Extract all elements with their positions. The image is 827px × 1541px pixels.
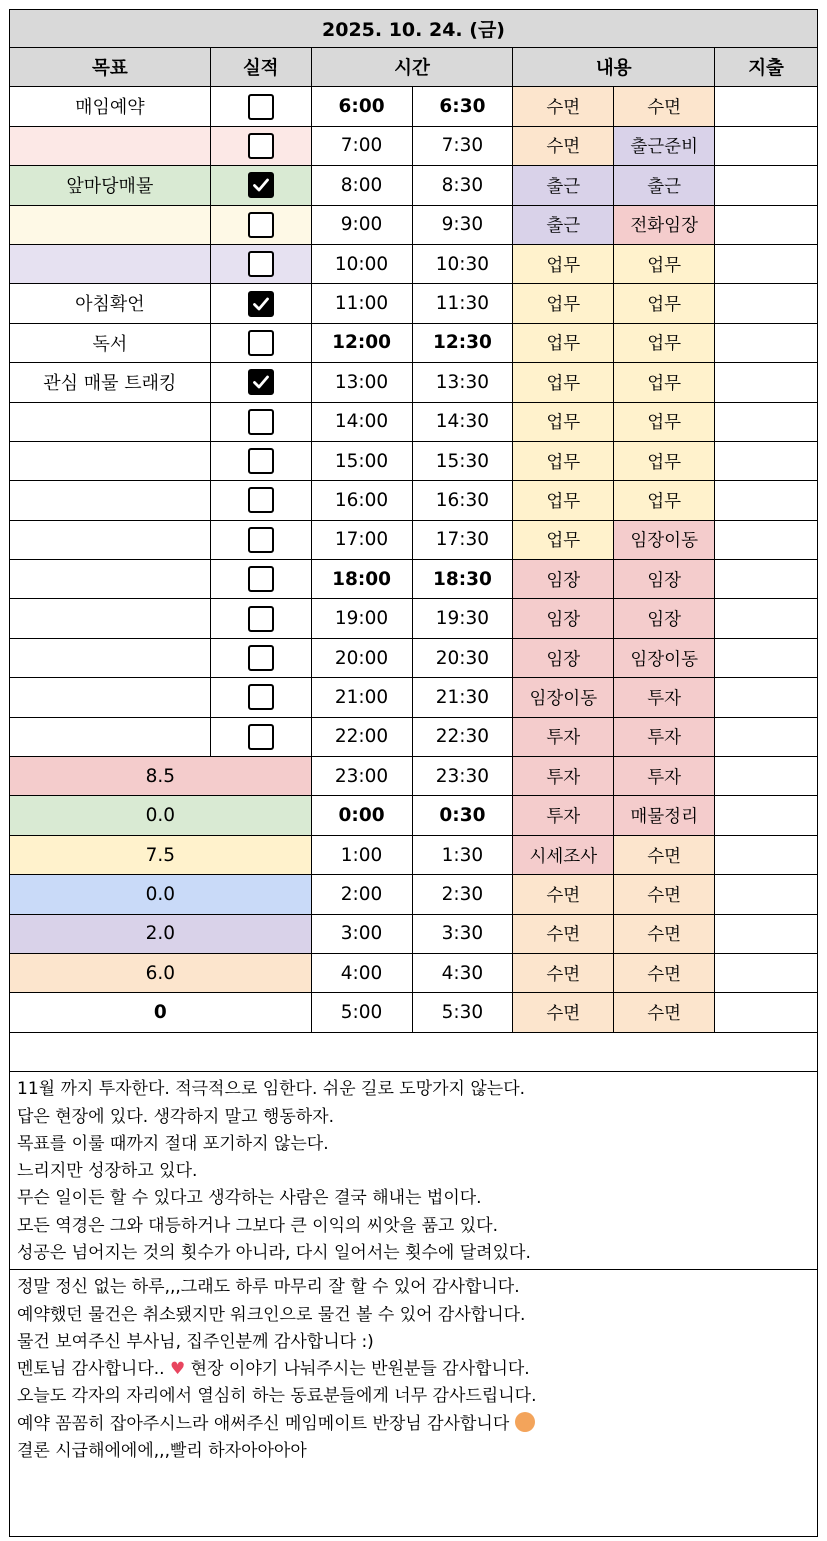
- schedule-row: [10, 560, 817, 599]
- goal-cell[interactable]: [10, 442, 211, 480]
- checkbox[interactable]: [248, 566, 274, 592]
- activity-cell[interactable]: 업무: [614, 245, 715, 283]
- header-spend: 지출: [748, 58, 784, 80]
- motto-line: 느리지만 성장하고 있다.: [17, 1161, 198, 1182]
- schedule-row: [10, 521, 817, 560]
- end-time: 17:30: [413, 521, 514, 559]
- schedule-row: [10, 245, 817, 284]
- end-time: 8:30: [413, 166, 514, 204]
- activity-cell[interactable]: 출근: [614, 166, 715, 204]
- checkbox[interactable]: [248, 487, 274, 513]
- spend-cell[interactable]: [715, 521, 817, 559]
- result-cell: [211, 639, 312, 677]
- goal-cell[interactable]: [10, 639, 211, 677]
- schedule-row: [10, 403, 817, 442]
- activity-cell[interactable]: 수면: [614, 954, 715, 992]
- schedule-row: [10, 639, 817, 678]
- spend-cell[interactable]: [715, 363, 817, 401]
- result-cell: [211, 599, 312, 637]
- start-time: 23:00: [312, 757, 413, 795]
- motto-line: 목표를 이룰 때까지 절대 포기하지 않는다.: [17, 1133, 329, 1154]
- activity-cell[interactable]: 임장이동: [614, 639, 715, 677]
- activity-cell[interactable]: 수면: [513, 87, 614, 125]
- header-content: 내용: [513, 48, 715, 86]
- gratitude-line: [17, 1274, 810, 1301]
- end-time: 11:30: [413, 284, 514, 322]
- activity-cell[interactable]: 수면: [614, 836, 715, 874]
- start-time: 5:00: [312, 993, 413, 1031]
- result-cell: [211, 324, 312, 362]
- checkmark-icon: [251, 294, 271, 314]
- spend-cell[interactable]: [715, 915, 817, 953]
- start-time: 6:00: [312, 87, 413, 125]
- activity-cell[interactable]: 임장: [513, 599, 614, 637]
- end-time: 2:30: [413, 875, 514, 913]
- end-time: 7:30: [413, 127, 514, 165]
- goal-cell[interactable]: [10, 324, 211, 362]
- gratitude-line: [17, 1438, 810, 1465]
- date-title-row: [9, 9, 818, 48]
- gratitude-line: [17, 1383, 810, 1410]
- start-time: 2:00: [312, 875, 413, 913]
- activity-cell[interactable]: 투자: [513, 718, 614, 756]
- gratitude-text: 예약했던 물건은 취소됐지만 워크인으로 물건 볼 수 있어 감사합니다.: [17, 1304, 526, 1325]
- activity-cell[interactable]: 수면: [614, 993, 715, 1031]
- schedule-row: [10, 678, 817, 717]
- goal-cell[interactable]: [10, 206, 211, 244]
- result-cell: [211, 403, 312, 441]
- end-time: 16:30: [413, 481, 514, 519]
- gratitude-text: 물건 보여주신 부사님, 집주인분께 감사합니다 :): [17, 1331, 374, 1352]
- schedule-row: [10, 206, 817, 245]
- summary-row: [10, 954, 817, 993]
- gratitude-memo[interactable]: [9, 1270, 818, 1537]
- gratitude-text: 결론 시급해에에에,,,빨리 하자아아아아: [17, 1441, 307, 1462]
- schedule-row: [10, 442, 817, 481]
- checkbox[interactable]: [248, 527, 274, 553]
- schedule-row: [10, 324, 817, 363]
- start-time: 8:00: [312, 166, 413, 204]
- start-time: 12:00: [312, 324, 413, 362]
- gratitude-line: [17, 1356, 810, 1383]
- activity-cell[interactable]: 수면: [614, 915, 715, 953]
- result-cell: [211, 560, 312, 598]
- schedule-row: [10, 87, 817, 126]
- end-time: 13:30: [413, 363, 514, 401]
- checkmark-icon: [251, 175, 271, 195]
- summary-row: [10, 915, 817, 954]
- end-time: 3:30: [413, 915, 514, 953]
- spend-cell[interactable]: [715, 836, 817, 874]
- activity-cell[interactable]: 투자: [614, 718, 715, 756]
- activity-cell[interactable]: 임장: [513, 560, 614, 598]
- result-cell: [211, 127, 312, 165]
- spend-cell[interactable]: [715, 127, 817, 165]
- activity-cell[interactable]: 업무: [513, 324, 614, 362]
- spend-cell[interactable]: [715, 442, 817, 480]
- schedule-row: [10, 166, 817, 205]
- category-total: 8.5: [10, 757, 312, 795]
- spend-cell[interactable]: [715, 757, 817, 795]
- activity-cell[interactable]: 업무: [614, 324, 715, 362]
- activity-cell[interactable]: 출근: [513, 166, 614, 204]
- spend-cell[interactable]: [715, 324, 817, 362]
- motto-line: 답은 현장에 있다. 생각하지 말고 행동하자.: [17, 1106, 335, 1127]
- result-cell: [211, 442, 312, 480]
- gratitude-text: 현장 이야기 나눠주시는 반원분들 감사합니다.: [190, 1359, 530, 1380]
- end-time: 1:30: [413, 836, 514, 874]
- activity-cell[interactable]: 출근준비: [614, 127, 715, 165]
- schedule-row: [10, 718, 817, 757]
- schedule-row: [10, 363, 817, 402]
- goal-text: 독서: [92, 333, 128, 355]
- header-goal: 목표: [10, 48, 211, 86]
- activity-cell[interactable]: 전화임장: [614, 206, 715, 244]
- checkbox[interactable]: [248, 409, 274, 435]
- result-cell: [211, 481, 312, 519]
- activity-cell[interactable]: 수면: [513, 875, 614, 913]
- gratitude-text: 예약 꼼꼼히 잡아주시느라 애써주신 메임메이트 반장님 감사합니다: [17, 1413, 510, 1434]
- activity-cell[interactable]: 매물정리: [614, 796, 715, 834]
- goal-cell[interactable]: [10, 284, 211, 322]
- end-time: 22:30: [413, 718, 514, 756]
- end-time: 18:30: [413, 560, 514, 598]
- goal-text: 매임예약: [75, 97, 145, 119]
- activity-cell[interactable]: 투자: [513, 796, 614, 834]
- goal-cell[interactable]: [10, 560, 211, 598]
- spend-cell[interactable]: [715, 678, 817, 716]
- summary-row: [10, 993, 817, 1032]
- activity-cell[interactable]: 업무: [614, 442, 715, 480]
- category-total: 7.5: [10, 836, 312, 874]
- result-cell: [211, 521, 312, 559]
- gratitude-line: [17, 1411, 810, 1438]
- blank-row[interactable]: [9, 1033, 818, 1073]
- checkbox[interactable]: [248, 645, 274, 671]
- end-time: 12:30: [413, 324, 514, 362]
- goal-cell[interactable]: [10, 521, 211, 559]
- goal-cell[interactable]: [10, 599, 211, 637]
- activity-cell[interactable]: 업무: [513, 481, 614, 519]
- end-time: 21:30: [413, 678, 514, 716]
- result-cell: [211, 678, 312, 716]
- checkbox[interactable]: [248, 133, 274, 159]
- goal-cell[interactable]: [10, 678, 211, 716]
- motto-line: 무슨 일이든 할 수 있다고 생각하는 사람은 결국 해내는 법이다.: [17, 1188, 482, 1209]
- start-time: 7:00: [312, 127, 413, 165]
- start-time: 17:00: [312, 521, 413, 559]
- spend-cell[interactable]: [715, 599, 817, 637]
- activity-cell[interactable]: 업무: [513, 245, 614, 283]
- start-time: 21:00: [312, 678, 413, 716]
- end-time: 0:30: [413, 796, 514, 834]
- activity-cell[interactable]: 업무: [614, 403, 715, 441]
- goal-cell[interactable]: [10, 718, 211, 756]
- end-time: 4:30: [413, 954, 514, 992]
- checkbox[interactable]: [248, 330, 274, 356]
- category-total: 0.0: [10, 875, 312, 913]
- spend-cell[interactable]: [715, 284, 817, 322]
- schedule-row: [10, 284, 817, 323]
- end-time: 9:30: [413, 206, 514, 244]
- motto-line: 모든 역경은 그와 대등하거나 그보다 큰 이익의 씨앗을 품고 있다.: [17, 1215, 499, 1236]
- checkbox[interactable]: [248, 606, 274, 632]
- activity-cell[interactable]: 업무: [614, 363, 715, 401]
- activity-cell[interactable]: 수면: [513, 915, 614, 953]
- checkbox[interactable]: [248, 251, 274, 277]
- start-time: 22:00: [312, 718, 413, 756]
- category-total: 0.0: [10, 796, 312, 834]
- activity-cell[interactable]: 임장: [614, 599, 715, 637]
- activity-cell[interactable]: 수면: [513, 127, 614, 165]
- activity-cell[interactable]: 업무: [513, 442, 614, 480]
- activity-cell[interactable]: 수면: [513, 954, 614, 992]
- planner-sheet: [9, 9, 818, 1537]
- column-header-row: [9, 48, 818, 87]
- start-time: 14:00: [312, 403, 413, 441]
- activity-cell[interactable]: 업무: [513, 403, 614, 441]
- motto-memo[interactable]: [9, 1072, 818, 1270]
- start-time: 10:00: [312, 245, 413, 283]
- result-cell: [211, 718, 312, 756]
- category-total: 0: [10, 993, 312, 1031]
- goal-text: 아침확언: [75, 294, 145, 316]
- start-time: 9:00: [312, 206, 413, 244]
- start-time: 3:00: [312, 915, 413, 953]
- goal-text: 앞마당매물: [66, 176, 154, 198]
- end-time: 6:30: [413, 87, 514, 125]
- result-cell: [211, 166, 312, 204]
- spend-cell[interactable]: [715, 206, 817, 244]
- activity-cell[interactable]: 수면: [614, 875, 715, 913]
- date-title: 2025. 10. 24. (금): [322, 19, 505, 41]
- start-time: 19:00: [312, 599, 413, 637]
- start-time: 18:00: [312, 560, 413, 598]
- spend-cell[interactable]: [715, 718, 817, 756]
- result-cell: [211, 284, 312, 322]
- goal-cell[interactable]: [10, 481, 211, 519]
- end-time: 10:30: [413, 245, 514, 283]
- heart-icon: ♥: [164, 1359, 191, 1380]
- activity-cell[interactable]: 투자: [614, 757, 715, 795]
- spend-cell[interactable]: [715, 993, 817, 1031]
- start-time: 13:00: [312, 363, 413, 401]
- activity-cell[interactable]: 수면: [614, 87, 715, 125]
- activity-cell[interactable]: 업무: [513, 284, 614, 322]
- checkbox[interactable]: [248, 94, 274, 120]
- schedule-row: [10, 127, 817, 166]
- start-time: 20:00: [312, 639, 413, 677]
- end-time: 19:30: [413, 599, 514, 637]
- goal-text: 관심 매물 트래킹: [43, 373, 177, 395]
- smiling-face-icon: [515, 1412, 535, 1432]
- summary-row: [10, 875, 817, 914]
- checkbox[interactable]: [248, 684, 274, 710]
- goal-cell[interactable]: [10, 403, 211, 441]
- gratitude-line: [17, 1302, 810, 1329]
- checkbox[interactable]: [248, 724, 274, 750]
- checkbox[interactable]: [248, 448, 274, 474]
- summary-row: [10, 836, 817, 875]
- end-time: 14:30: [413, 403, 514, 441]
- spend-cell[interactable]: [715, 875, 817, 913]
- result-cell: [211, 87, 312, 125]
- checkbox[interactable]: [248, 291, 274, 317]
- goal-cell[interactable]: [10, 245, 211, 283]
- goal-cell[interactable]: [10, 127, 211, 165]
- goal-cell[interactable]: [10, 363, 211, 401]
- activity-cell[interactable]: 수면: [513, 993, 614, 1031]
- start-time: 1:00: [312, 836, 413, 874]
- checkbox[interactable]: [248, 172, 274, 198]
- end-time: 20:30: [413, 639, 514, 677]
- gratitude-text: 정말 정신 없는 하루,,,그래도 하루 마무리 잘 할 수 있어 감사합니다.: [17, 1277, 520, 1298]
- gratitude-line: [17, 1329, 810, 1356]
- gratitude-text: 오늘도 각자의 자리에서 열심히 하는 동료분들에게 너무 감사드립니다.: [17, 1386, 537, 1407]
- result-cell: [211, 245, 312, 283]
- checkmark-icon: [251, 372, 271, 392]
- start-time: 16:00: [312, 481, 413, 519]
- end-time: 15:30: [413, 442, 514, 480]
- spend-cell[interactable]: [715, 481, 817, 519]
- activity-cell[interactable]: 임장: [614, 560, 715, 598]
- goal-cell[interactable]: [10, 166, 211, 204]
- activity-cell[interactable]: 투자: [614, 678, 715, 716]
- spend-cell[interactable]: [715, 796, 817, 834]
- activity-cell[interactable]: 시세조사: [513, 836, 614, 874]
- activity-cell[interactable]: 업무: [614, 481, 715, 519]
- start-time: 0:00: [312, 796, 413, 834]
- spend-cell[interactable]: [715, 403, 817, 441]
- header-result: 실적: [211, 48, 312, 86]
- spend-cell[interactable]: [715, 954, 817, 992]
- category-total: 2.0: [10, 915, 312, 953]
- result-cell: [211, 206, 312, 244]
- activity-cell[interactable]: 업무: [513, 521, 614, 559]
- activity-cell[interactable]: 업무: [513, 363, 614, 401]
- start-time: 15:00: [312, 442, 413, 480]
- category-total: 6.0: [10, 954, 312, 992]
- activity-cell[interactable]: 업무: [614, 284, 715, 322]
- schedule-body: [9, 87, 818, 1032]
- motto-line: 11월 까지 투자한다. 적극적으로 임한다. 쉬운 길로 도망가지 않는다.: [17, 1079, 526, 1100]
- gratitude-text: 멘토님 감사합니다..: [17, 1359, 165, 1380]
- spend-cell[interactable]: [715, 166, 817, 204]
- start-time: 11:00: [312, 284, 413, 322]
- start-time: 4:00: [312, 954, 413, 992]
- activity-cell[interactable]: 임장이동: [614, 521, 715, 559]
- spend-cell[interactable]: [715, 639, 817, 677]
- activity-cell[interactable]: 출근: [513, 206, 614, 244]
- goal-cell[interactable]: [10, 87, 211, 125]
- spend-cell[interactable]: [715, 560, 817, 598]
- spend-cell[interactable]: [715, 245, 817, 283]
- spend-cell[interactable]: [715, 87, 817, 125]
- end-time: 23:30: [413, 757, 514, 795]
- checkbox[interactable]: [248, 369, 274, 395]
- activity-cell[interactable]: 투자: [513, 757, 614, 795]
- end-time: 5:30: [413, 993, 514, 1031]
- header-time: 시간: [312, 48, 514, 86]
- activity-cell[interactable]: 임장: [513, 639, 614, 677]
- activity-cell[interactable]: 임장이동: [513, 678, 614, 716]
- schedule-row: [10, 481, 817, 520]
- schedule-row: [10, 599, 817, 638]
- result-cell: [211, 363, 312, 401]
- motto-line: 성공은 넘어지는 것의 횟수가 아니라, 다시 일어서는 횟수에 달려있다.: [17, 1243, 531, 1264]
- checkbox[interactable]: [248, 212, 274, 238]
- summary-row: [10, 757, 817, 796]
- summary-row: [10, 796, 817, 835]
